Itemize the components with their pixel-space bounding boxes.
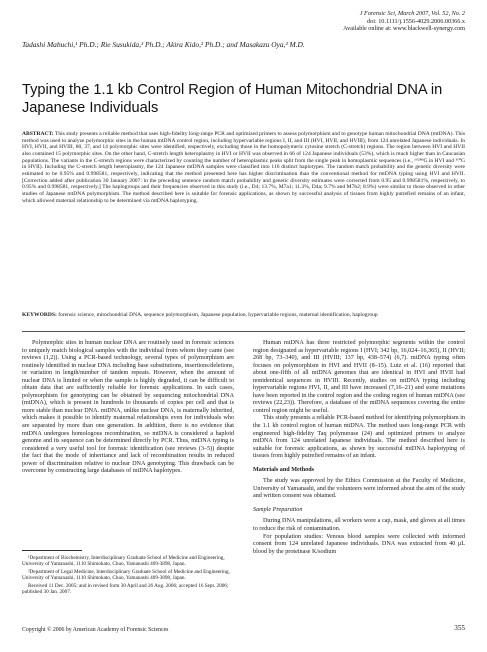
methods-paragraph: For population studies: Venous blood samples were collected with informed consent from 124 unrelated Japanese individuals. DNA was extracted from 40 μL blood by the proteinase K/sodium	[253, 533, 465, 555]
methods-heading: Materials and Methods	[253, 466, 315, 473]
availability-link[interactable]: Available online at: www.blackwell-synergy.com	[343, 25, 465, 33]
footnote-divider	[22, 550, 82, 551]
keywords-text: forensic science, mitochondrial DNA, sequence polymorphism, Japanese population, hypervariable regions, maternal identification, haplogroup	[58, 312, 378, 318]
section-divider	[22, 331, 465, 332]
body-paragraph: Human mtDNA has three restricted polymorphic segments within the control region designated as hypervariable regions I (HVI; 342 bp, 16,024–16,365), II (HVII; 268 bp, 73–340), and III (HVIII; 137 bp, 438–574) (6,7). mtDNA typing often focuses on polymorphism in HVI and HVII (8–15). Lutz et al. (16) reported that about one-fifth of all mtDNA genomes that are identical in HVI and HVII had nonidentical sequences in HVIII. Recently, studies on mtDNA typing including hypervariable regions HVI, II, and III have increased (7,16–21) and some mutations have been reported in the control region and the coding region of human mtDNA (see reviews (22,23)). Therefore, a database of the mtDNA sequences covering the entire control region might be useful.	[253, 340, 465, 414]
keywords-label: KEYWORDS:	[22, 312, 57, 318]
journal-header	[343, 10, 465, 33]
abstract-label: ABSTRACT:	[22, 131, 54, 137]
body-paragraph: This study presents a reliable PCR-based method for identifying polymorphism in the 1.1 kb control region of human mtDNA. The method uses long-range PCR with engineered high-fidelity Taq polymerase (24) and optimized primers to analyze mtDNA from 124 unrelated Japanese individuals. The method described here is suitable for forensic applications, as shown by successful mtDNA haplotyping of tissues from highly putrefied remains of an infant.	[253, 415, 465, 460]
intro-paragraph: Polymorphic sites in human nuclear DNA are routinely used in forensic sciences to uniquely match biological samples with the individual from whom they came (see reviews (1,2)). Using a PCR-based technology, several types of polymorphism are routinely identified in nuclear DNA including base substitutions, insertions/deletions, or variation in length/number of tandem repeats. However, when the amount of nuclear DNA is limited or when the sample is highly degraded, it can be difficult to obtain data that are sufficiently reliable for forensic applications. In such cases, polymorphism for genotyping can be obtained by sequencing mitochondrial DNA (mtDNA), which is present in hundreds to thousands of copies per cell and that is more stable than nuclear DNA. mtDNA, unlike nuclear DNA, is maternally inherited, which makes it possible to identify maternal relationships even for individuals who are separated by more than one generation. In addition, there is no evidence that mtDNA undergoes homologous recombination, so mtDNA is considered a haploid genome and its sequence can be determined directly by PCR. Thus, mtDNA typing is considered a very useful tool for forensic identification (see reviews (3–5)) despite the fact that the mode of inheritance and lack of recombination results in reduced power of discrimination relative to nuclear DNA genotyping. This drawback can be overcome by constructing large databases of mtDNA haplotypes.	[22, 340, 234, 475]
article-title: Typing the 1.1 kb Control Region of Human Mitochondrial DNA in Japanese Individuals	[22, 82, 443, 116]
right-column	[253, 340, 465, 556]
left-column	[22, 340, 234, 476]
page-number: 355	[454, 624, 465, 632]
footnote: ²Department of Legal Medicine, Interdisciplinary Graduate School of Medicine and Engineering, University of Yamanashi, 1110 Shimokato, Chuo, Yamanashi 409-3898, Japan.	[22, 569, 230, 582]
abstract-text: This study presents a reliable method that uses high-fidelity long-range PCR and optimized primers to assess polymorphism and to genotype human mitochondrial DNA (mtDNA). This method was used to analyze polymorphic sites in the human mtDNA control region, including hypervariable regions I, II, and III (HVI, HVII, and HVIII), from 124 unrelated Japanese individuals. In HVI, HVII, and HVIII, 80, 37, and 14 polymorphic sites were identified, respectively, excluding those in the homopolymeric cytosine stretch (C-stretch) regions. The region between HVI and HVII also contained 15 polymorphic sites. On the other hand, C-stretch length heteroplasmy in HVI or HVII was observed in 66 of 124 Japanese individuals (53%), which is much higher than in Caucasian populations. The variants in the C-stretch regions were characterized by counting the number of heteroplasmic peaks split from the single peak in homoplasmic sequences (i.e., ¹⁶²⁸⁹G in HVI and ³¹⁰G in HVII). Including the C-stretch length heteroplasmy, the 124 Japanese mtDNA samples were classified into 116 distinct haplotypes. The random match probability and the genetic diversity were estimated to be 0.95% and 0.998581, respectively, indicating that the method presented here has higher discrimination than the conventional method for mtDNA typing using HVI and HVII. [Correction added after publication 30 January 2007: in the preceding sentence random match probability and genetic diversity estimates were corrected from 0.95 and 0.998581%, respectively, to 0.95% and 0.998581, respectively.] The haplogroups and their frequencies observed in this study (i.e., D4; 13.7%, M7a1; 11.3%, D4a; 9.7% and M7b2; 8.9%) were similar to those observed in other studies of Japanese mtDNA polymorphism. The method described here is suitable for forensic applications, as shown by successful analysis of tissues from highly putrefied remains of an infant, which allowed maternal relationship to be determined via mtDNA haplotyping.	[22, 131, 465, 204]
sample-prep-heading: Sample Preparation	[253, 506, 303, 513]
copyright: Copyright © 2006 by American Academy of Forensic Sciences	[22, 627, 169, 633]
journal-citation: J Forensic Sci, March 2007, Vol. 52, No. 2	[359, 10, 465, 17]
author-list: Tadashi Mabuchi,¹ Ph.D.; Rie Susukida,² Ph.D.; Akira Kido,² Ph.D.; and Masakazu Oya,² M.D.	[22, 40, 305, 49]
keywords	[22, 312, 465, 319]
footnote: Received 11 Dec. 2005; and in revised form 30 April and 26 Aug. 2006; accepted 16 Sept. 2006; published 30 Jan. 2007.	[22, 583, 229, 596]
doi: doi: 10.1111/j.1556-4029.2006.00366.x	[367, 17, 465, 25]
abstract	[22, 131, 465, 204]
footnote: ¹Department of Biochemistry, Interdisciplinary Graduate School of Medicine and Engineering, University of Yamanashi, 1110 Shimokato, Chuo, Yamanashi 409-3898, Japan.	[22, 555, 225, 568]
methods-paragraph: During DNA manipulations, all workers wore a cap, mask, and gloves at all times to reduce the risk of contamination.	[253, 518, 465, 533]
footnotes	[22, 555, 234, 597]
methods-intro: The study was approved by the Ethics Commission at the Faculty of Medicine, University of Yamanashi, and the volunteers were informed about the aim of the study and written consent was obtained.	[253, 478, 465, 500]
